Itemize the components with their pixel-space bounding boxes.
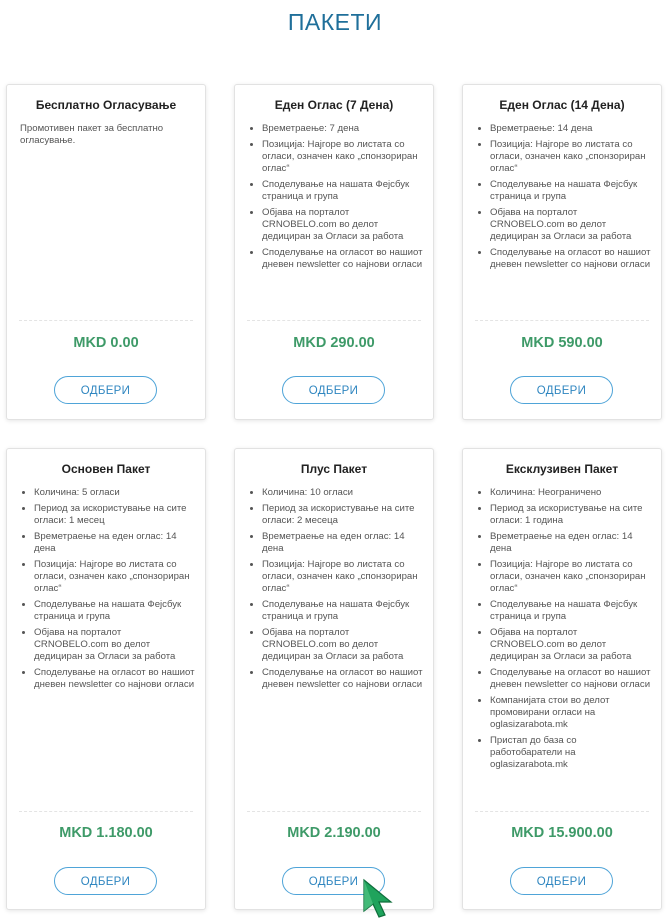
package-card-exclusive: [462, 448, 662, 910]
select-button[interactable]: ОДБЕРИ: [510, 867, 613, 895]
arrow-cursor-icon: [361, 878, 395, 918]
feature-item: • Компанијата стои во делот промовирани огласи на oglasizarabota.mk: [490, 695, 651, 731]
feature-item: • Објава на порталот CRNOBELO.com во делот дедициран за Огласи за работа: [34, 627, 195, 663]
package-price: MKD 2.190.00: [287, 825, 381, 841]
select-button[interactable]: ОДБЕРИ: [54, 867, 157, 895]
package-title: Еден Оглас (14 Дена): [499, 98, 625, 112]
feature-item: • Пристап до база со работобаратели на oglasizarabota.mk: [490, 735, 651, 771]
select-button[interactable]: ОДБЕРИ: [510, 376, 613, 404]
feature-item: • Позиција: Најгоре во листата со огласи, означен како „спонзориран оглас“: [490, 559, 651, 595]
package-features: [476, 487, 651, 775]
package-features: [248, 487, 423, 695]
feature-item: • Позиција: Најгоре во листата со огласи, означен како „спонзориран оглас“: [34, 559, 195, 595]
feature-item: • Споделување на нашата Фејсбук страница и група: [490, 179, 651, 203]
feature-item: • Времетраење: 7 дена: [262, 123, 423, 135]
feature-item: • Споделување на огласот во нашиот дневен newsletter со најнови огласи: [262, 667, 423, 691]
package-title: Еден Оглас (7 Дена): [274, 98, 394, 112]
package-price: MKD 1.180.00: [59, 825, 153, 841]
feature-item: • Споделување на нашата Фејсбук страница и група: [262, 179, 423, 203]
feature-item: • Споделување на огласот во нашиот дневен newsletter со најнови огласи: [490, 667, 651, 691]
feature-item: • Објава на порталот CRNOBELO.com во делот дедициран за Огласи за работа: [490, 627, 651, 663]
feature-item: • Количина: Неограничено: [490, 487, 651, 499]
feature-item: • Споделување на нашата Фејсбук страница и група: [490, 599, 651, 623]
package-title: Ексклузивен Пакет: [505, 462, 619, 476]
feature-item: • Споделување на огласот во нашиот дневен newsletter со најнови огласи: [34, 667, 195, 691]
feature-item: • Количина: 10 огласи: [262, 487, 423, 499]
package-title: Основен Пакет: [61, 462, 151, 476]
feature-item: • Позиција: Најгоре во листата со огласи, означен како „спонзориран оглас“: [262, 559, 423, 595]
page-title: ПАКЕТИ: [287, 9, 383, 35]
package-features: [20, 487, 195, 695]
package-features: [248, 123, 423, 275]
package-title: Бесплатно Огласување: [35, 98, 177, 112]
divider: [19, 320, 193, 321]
package-card-one-ad-14: [462, 84, 662, 420]
package-card-basic: [6, 448, 206, 910]
package-price: MKD 15.900.00: [511, 825, 613, 841]
feature-item: • Објава на порталот CRNOBELO.com во делот дедициран за Огласи за работа: [262, 207, 423, 243]
feature-item: • Позиција: Најгоре во листата со огласи, означен како „спонзориран оглас“: [262, 139, 423, 175]
feature-item: • Период за искористување на сите огласи: 1 месец: [34, 503, 195, 527]
feature-item: • Објава на порталот CRNOBELO.com во делот дедициран за Огласи за работа: [262, 627, 423, 663]
divider: [247, 320, 421, 321]
feature-item: • Времетраење на еден оглас: 14 дена: [490, 531, 651, 555]
feature-item: • Времетраење на еден оглас: 14 дена: [34, 531, 195, 555]
package-price: MKD 0.00: [73, 335, 139, 351]
divider: [475, 811, 649, 812]
select-button[interactable]: ОДБЕРИ: [282, 867, 385, 895]
select-button[interactable]: ОДБЕРИ: [54, 376, 157, 404]
divider: [19, 811, 193, 812]
description-text: Промотивен пакет за бесплатно огласување.: [20, 123, 164, 146]
package-price: MKD 590.00: [521, 335, 603, 351]
feature-item: • Споделување на нашата Фејсбук страница и група: [34, 599, 195, 623]
feature-item: • Објава на порталот CRNOBELO.com во делот дедициран за Огласи за работа: [490, 207, 651, 243]
divider: [247, 811, 421, 812]
feature-item: • Количина: 5 огласи: [34, 487, 195, 499]
feature-item: • Споделување на нашата Фејсбук страница и група: [262, 599, 423, 623]
package-price: MKD 290.00: [293, 335, 375, 351]
feature-item: • Времетраење: 14 дена: [490, 123, 651, 135]
feature-item: • Времетраење на еден оглас: 14 дена: [262, 531, 423, 555]
feature-item: • Споделување на огласот во нашиот дневен newsletter со најнови огласи: [490, 247, 651, 271]
package-title: Плус Пакет: [300, 462, 368, 476]
select-button[interactable]: ОДБЕРИ: [282, 376, 385, 404]
package-description: [20, 123, 195, 147]
feature-item: • Период за искористување на сите огласи: 1 година: [490, 503, 651, 527]
package-card-one-ad-7: [234, 84, 434, 420]
feature-item: • Споделување на огласот во нашиот дневен newsletter со најнови огласи: [262, 247, 423, 271]
package-card-plus: [234, 448, 434, 910]
package-features: [476, 123, 651, 275]
feature-item: • Позиција: Најгоре во листата со огласи, означен како „спонзориран оглас“: [490, 139, 651, 175]
package-card-free: [6, 84, 206, 420]
divider: [475, 320, 649, 321]
feature-item: • Период за искористување на сите огласи: 2 месеца: [262, 503, 423, 527]
